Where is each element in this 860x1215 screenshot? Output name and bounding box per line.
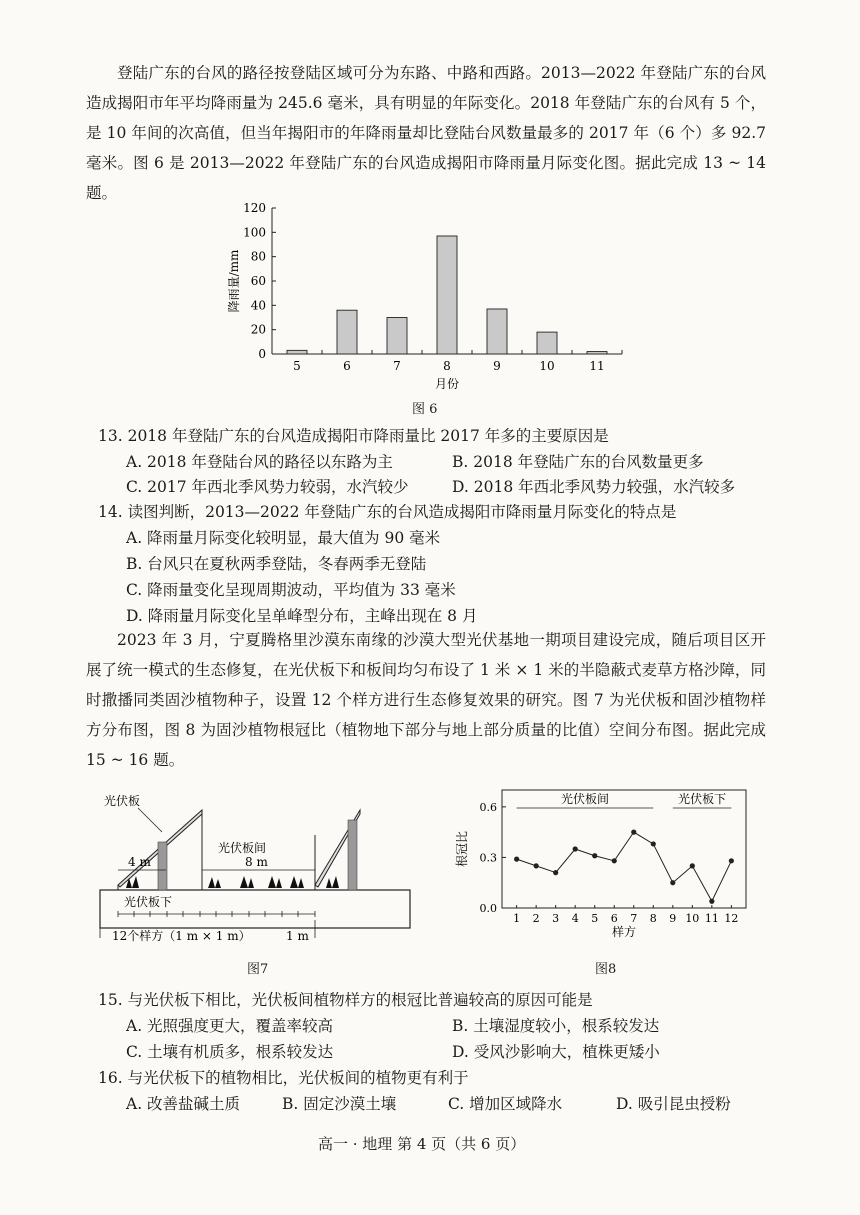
x-tick-label: 6: [610, 912, 618, 925]
x-tick-label: 8: [443, 359, 451, 373]
data-point: [612, 858, 617, 863]
question-14-option-b: B. 台风只在夏秋两季登陆，冬春两季无登陆: [126, 555, 427, 573]
bar: [587, 352, 607, 354]
x-axis-label: 样方: [611, 925, 637, 939]
question-15-option-b: B. 土壤湿度较小，根系较发达: [452, 1017, 660, 1035]
figure-6-bar-chart: [220, 196, 640, 416]
y-tick-label: 20: [250, 322, 266, 337]
x-tick-label: 9: [669, 912, 677, 925]
intro-paragraph-2: 2023 年 3 月，宁夏腾格里沙漠东南缘的沙漠大型光伏基地一期项目建设完成，随后项目区开展了统一模式的生态修复，在光伏板下和板间均匀布设了 1 米 × 1 米的半隐蔽式麦草方格沙障，同时撒播同类固沙植物种子，设置 12 个样方进行生态修复效果的研究。图 7 为光伏板和固沙植物样方分布图，图 8 为固沙植物根冠比（植物地下部分与地上部分质量的比值）空间分布图。据此完成 15 ~ 16 题。: [86, 631, 766, 769]
width-4m-label: 4 m: [128, 855, 151, 869]
under-panel-label: 光伏板下: [124, 895, 173, 909]
question-14-option-a: A. 降雨量月际变化较明显，最大值为 90 毫米: [126, 529, 441, 547]
data-point: [690, 863, 695, 868]
data-point: [534, 863, 539, 868]
bar: [437, 236, 457, 354]
y-tick-label: 80: [250, 249, 266, 264]
x-tick-label: 2: [532, 912, 540, 925]
x-tick-label: 5: [293, 359, 301, 373]
data-point: [729, 858, 734, 863]
y-tick-label: 40: [250, 298, 266, 313]
figure-6-caption: 图 6: [412, 402, 438, 417]
question-14-option-c: C. 降雨量变化呈现周期波动，平均值为 33 毫米: [126, 581, 456, 599]
data-point: [573, 846, 578, 851]
question-14-option-d: D. 降雨量月际变化呈单峰型分布，主峰出现在 8 月: [126, 607, 478, 625]
y-tick-label: 0: [258, 347, 266, 361]
data-point: [553, 870, 558, 875]
y-tick-label: 60: [250, 274, 266, 288]
panel-post-left: [158, 842, 167, 890]
figure-7-caption: 图7: [247, 962, 269, 977]
x-tick-label: 10: [685, 912, 700, 925]
panel-label-pointer: [138, 808, 162, 832]
y-axis-label: 根冠比: [455, 830, 469, 868]
width-8m-label: 8 m: [245, 855, 268, 869]
data-point: [631, 830, 636, 835]
question-13-option-c: C. 2017 年西北季风势力较弱，水汽较少: [126, 478, 409, 496]
x-tick-label: 8: [649, 912, 657, 925]
bar: [487, 309, 507, 354]
y-tick-label: 0.6: [479, 800, 497, 814]
question-16-option-d: D. 吸引昆虫授粉: [616, 1095, 731, 1113]
region-under-label: 光伏板下: [678, 792, 727, 806]
region-between-label: 光伏板间: [560, 792, 609, 806]
data-point: [651, 841, 656, 846]
question-15-option-d: D. 受风沙影响大，植株更矮小: [452, 1043, 660, 1061]
y-tick-label: 0.3: [479, 851, 497, 865]
question-15-option-c: C. 土壤有机质多，根系较发达: [126, 1043, 334, 1061]
x-tick-label: 3: [552, 912, 560, 925]
x-tick-label: 10: [539, 359, 555, 373]
bar: [337, 310, 357, 354]
figure-7-diagram: [90, 780, 430, 950]
x-tick-label: 6: [343, 359, 351, 373]
x-tick-label: 11: [704, 912, 719, 925]
x-tick-label: 5: [591, 912, 599, 925]
question-13-option-d: D. 2018 年西北季风势力较强，水汽较多: [452, 478, 736, 496]
page-footer: 高一 · 地理 第 4 页（共 6 页）: [318, 1135, 526, 1153]
data-point: [514, 857, 519, 862]
x-tick-label: 4: [571, 912, 579, 925]
gap-label: 光伏板间: [218, 841, 267, 855]
series-line: [517, 832, 732, 901]
y-axis-label: 降雨量/mm: [227, 249, 241, 313]
question-14-stem: 14. 读图判断，2013—2022 年登陆广东的台风造成揭阳市降雨量月际变化的特点是: [98, 503, 677, 521]
panel-post-right: [348, 820, 357, 890]
question-13-option-b: B. 2018 年登陆广东的台风数量更多: [452, 453, 704, 471]
question-15-stem: 15. 与光伏板下相比，光伏板间植物样方的根冠比普遍较高的原因可能是: [98, 991, 593, 1009]
bar: [387, 318, 407, 355]
question-13-stem: 13. 2018 年登陆广东的台风造成揭阳市降雨量比 2017 年多的主要原因是: [98, 427, 609, 445]
intro-paragraph-1: 登陆广东的台风的路径按登陆区域可分为东路、中路和西路。2013—2022 年登陆广东的台风造成揭阳市年平均降雨量为 245.6 毫米，具有明显的年际变化。2018 年登陆广东的台风有 5 个，是 10 年间的次高值，但当年揭阳市的年降雨量却比登陆台风数量最多的 2017 年（6 个）多 92.7 毫米。图 6 是 2013—2022 年登陆广东的台风造成揭阳市降雨量月际变化图。据此完成 13 ~ 14 题。: [86, 64, 766, 202]
x-tick-label: 9: [493, 359, 501, 373]
question-16-option-b: B. 固定沙漠土壤: [282, 1095, 397, 1113]
y-tick-label: 0.0: [479, 902, 497, 915]
data-point: [592, 853, 597, 858]
panel-label: 光伏板: [104, 794, 141, 808]
figure-8-caption: 图8: [595, 962, 617, 977]
bar: [287, 350, 307, 354]
plot-size-label: 1 m: [286, 929, 309, 943]
figure-8-line-chart: [440, 770, 760, 950]
data-point: [709, 899, 714, 904]
x-tick-label: 1: [513, 912, 521, 925]
x-axis-label: 月份: [434, 377, 460, 391]
question-15-option-a: A. 光照强度更大，覆盖率较高: [126, 1017, 334, 1035]
x-tick-label: 7: [393, 359, 401, 373]
bar: [537, 332, 557, 354]
question-16-option-c: C. 增加区域降水: [448, 1095, 563, 1113]
plots-label: 12个样方（1 m × 1 m）: [112, 929, 251, 943]
x-tick-label: 7: [630, 912, 638, 925]
y-tick-label: 120: [243, 201, 266, 215]
question-13-option-a: A. 2018 年登陆台风的路径以东路为主: [126, 453, 393, 471]
question-16-option-a: A. 改善盐碱土质: [126, 1095, 241, 1113]
question-16-stem: 16. 与光伏板下的植物相比，光伏板间的植物更有利于: [98, 1069, 469, 1087]
y-tick-label: 100: [243, 225, 266, 240]
data-point: [670, 880, 675, 885]
x-tick-label: 11: [589, 359, 605, 373]
x-tick-label: 12: [724, 912, 739, 925]
